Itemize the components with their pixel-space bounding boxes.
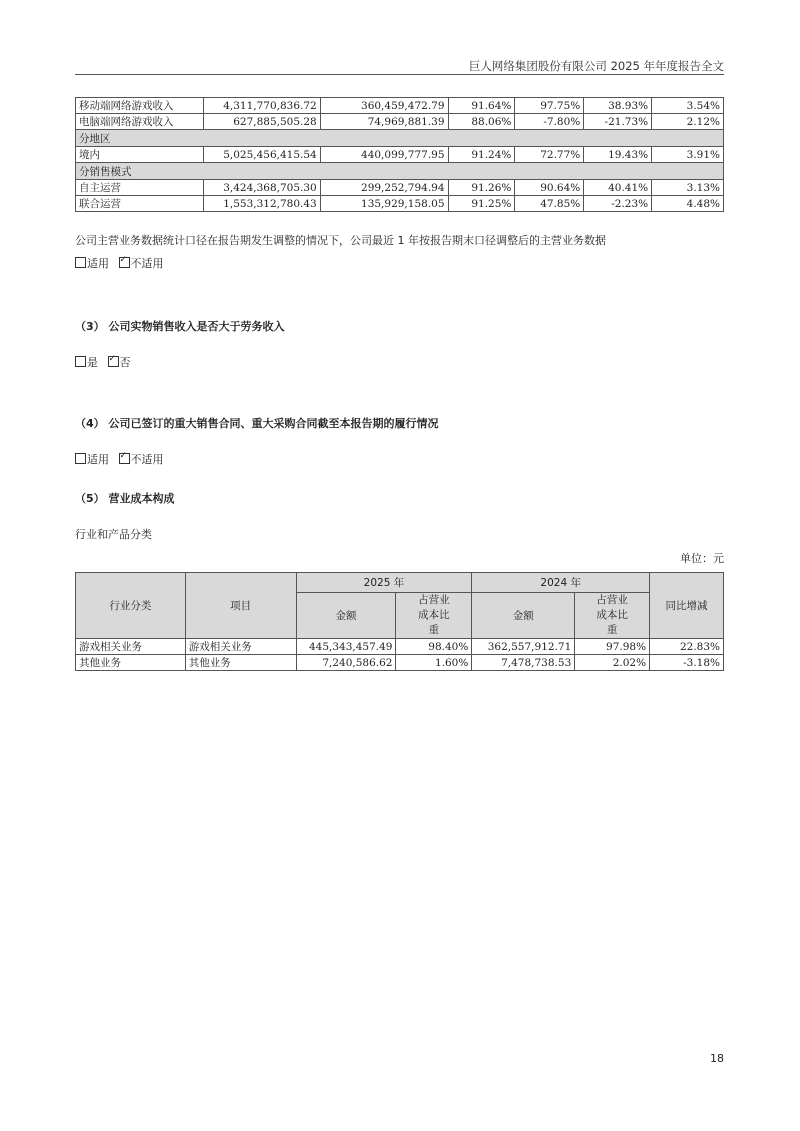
value-cell: 2.12% <box>652 114 724 130</box>
value-cell: 38.93% <box>584 98 652 114</box>
row-label: 境内 <box>76 147 204 163</box>
cell-amount-2025: 7,240,586.62 <box>296 655 396 671</box>
group-header-row <box>76 163 724 180</box>
value-cell: -7.80% <box>515 114 584 130</box>
header-amount-2024: 金额 <box>472 593 575 639</box>
cell-yoy: -3.18% <box>650 655 724 671</box>
table-row <box>76 196 724 212</box>
applicability-options-1 <box>75 255 164 271</box>
yes-no-options <box>75 354 131 370</box>
header-ratio-2024: 占营业成本比重 <box>575 593 650 639</box>
header-divider <box>75 74 724 75</box>
table-row <box>76 639 724 655</box>
value-cell: 72.77% <box>515 147 584 163</box>
row-label: 联合运营 <box>76 196 204 212</box>
value-cell: 627,885,505.28 <box>203 114 320 130</box>
value-cell: 440,099,777.95 <box>320 147 448 163</box>
value-cell: 3.91% <box>652 147 724 163</box>
option-applicable-label: 适用 <box>87 257 109 270</box>
header-yoy: 同比增减 <box>650 573 724 639</box>
value-cell: 91.64% <box>448 98 515 114</box>
cell-amount-2025: 445,343,457.49 <box>296 639 396 655</box>
revenue-breakdown-table <box>75 97 724 212</box>
header-ratio-2025: 占营业成本比重 <box>396 593 472 639</box>
header-year-2025: 2025 年 <box>296 573 472 593</box>
option-no-label: 否 <box>119 356 131 369</box>
row-label: 电脑端网络游戏收入 <box>76 114 204 130</box>
value-cell: 88.06% <box>448 114 515 130</box>
table-row <box>76 180 724 196</box>
group-label: 分销售模式 <box>76 163 724 180</box>
row-label: 移动端网络游戏收入 <box>76 98 204 114</box>
group-label: 分地区 <box>76 130 724 147</box>
checkbox-applicable-2[interactable] <box>75 453 86 464</box>
cell-industry: 其他业务 <box>76 655 186 671</box>
value-cell: 40.41% <box>584 180 652 196</box>
table-row <box>76 98 724 114</box>
value-cell: 135,929,158.05 <box>320 196 448 212</box>
value-cell: 91.25% <box>448 196 515 212</box>
value-cell: 91.26% <box>448 180 515 196</box>
option-yes-label: 是 <box>87 356 98 369</box>
value-cell: 91.24% <box>448 147 515 163</box>
section-3-heading: （3） 公司实物销售收入是否大于劳务收入 <box>75 320 285 333</box>
section-5-heading: （5） 营业成本构成 <box>75 492 175 505</box>
table-row <box>76 114 724 130</box>
cell-industry: 游戏相关业务 <box>76 639 186 655</box>
value-cell: 47.85% <box>515 196 584 212</box>
value-cell: 19.43% <box>584 147 652 163</box>
value-cell: 97.75% <box>515 98 584 114</box>
cell-ratio-2025: 98.40% <box>396 639 472 655</box>
row-label: 自主运营 <box>76 180 204 196</box>
cell-yoy: 22.83% <box>650 639 724 655</box>
checkbox-not-applicable-1[interactable] <box>119 257 130 268</box>
value-cell: 90.64% <box>515 180 584 196</box>
applicability-options-2 <box>75 451 164 467</box>
unit-label: 单位：元 <box>680 552 724 565</box>
value-cell: 360,459,472.79 <box>320 98 448 114</box>
header-amount-2025: 金额 <box>296 593 396 639</box>
header-item: 项目 <box>185 573 296 639</box>
section-4-heading: （4） 公司已签订的重大销售合同、重大采购合同截至本报告期的履行情况 <box>75 417 439 430</box>
cell-item: 游戏相关业务 <box>185 639 296 655</box>
option-applicable-label: 适用 <box>87 453 109 466</box>
option-not-applicable-label: 不适用 <box>130 257 164 270</box>
cell-amount-2024: 362,557,912.71 <box>472 639 575 655</box>
value-cell: 5,025,456,415.54 <box>203 147 320 163</box>
header-industry: 行业分类 <box>76 573 186 639</box>
operating-cost-table <box>75 572 724 671</box>
value-cell: 3.13% <box>652 180 724 196</box>
value-cell: -21.73% <box>584 114 652 130</box>
group-header-row <box>76 130 724 147</box>
value-cell: 74,969,881.39 <box>320 114 448 130</box>
value-cell: 3.54% <box>652 98 724 114</box>
header-year-2024: 2024 年 <box>472 573 650 593</box>
cell-item: 其他业务 <box>185 655 296 671</box>
cell-amount-2024: 7,478,738.53 <box>472 655 575 671</box>
cell-ratio-2025: 1.60% <box>396 655 472 671</box>
value-cell: 3,424,368,705.30 <box>203 180 320 196</box>
cell-ratio-2024: 97.98% <box>575 639 650 655</box>
page-number: 18 <box>710 1052 724 1065</box>
checkbox-no[interactable] <box>108 356 119 367</box>
cell-ratio-2024: 2.02% <box>575 655 650 671</box>
value-cell: 4.48% <box>652 196 724 212</box>
report-header-title: 巨人网络集团股份有限公司 2025 年年度报告全文 <box>468 59 724 73</box>
value-cell: 4,311,770,836.72 <box>203 98 320 114</box>
value-cell: 299,252,794.94 <box>320 180 448 196</box>
value-cell: 1,553,312,780.43 <box>203 196 320 212</box>
value-cell: -2.23% <box>584 196 652 212</box>
industry-product-subtitle: 行业和产品分类 <box>75 528 152 541</box>
checkbox-not-applicable-2[interactable] <box>119 453 130 464</box>
checkbox-applicable-1[interactable] <box>75 257 86 268</box>
table-row <box>76 147 724 163</box>
adjusted-data-note: 公司主营业务数据统计口径在报告期发生调整的情况下，公司最近 1 年按报告期末口径调整后的主营业务数据 <box>75 234 606 247</box>
table-row <box>76 655 724 671</box>
option-not-applicable-label: 不适用 <box>130 453 164 466</box>
checkbox-yes[interactable] <box>75 356 86 367</box>
